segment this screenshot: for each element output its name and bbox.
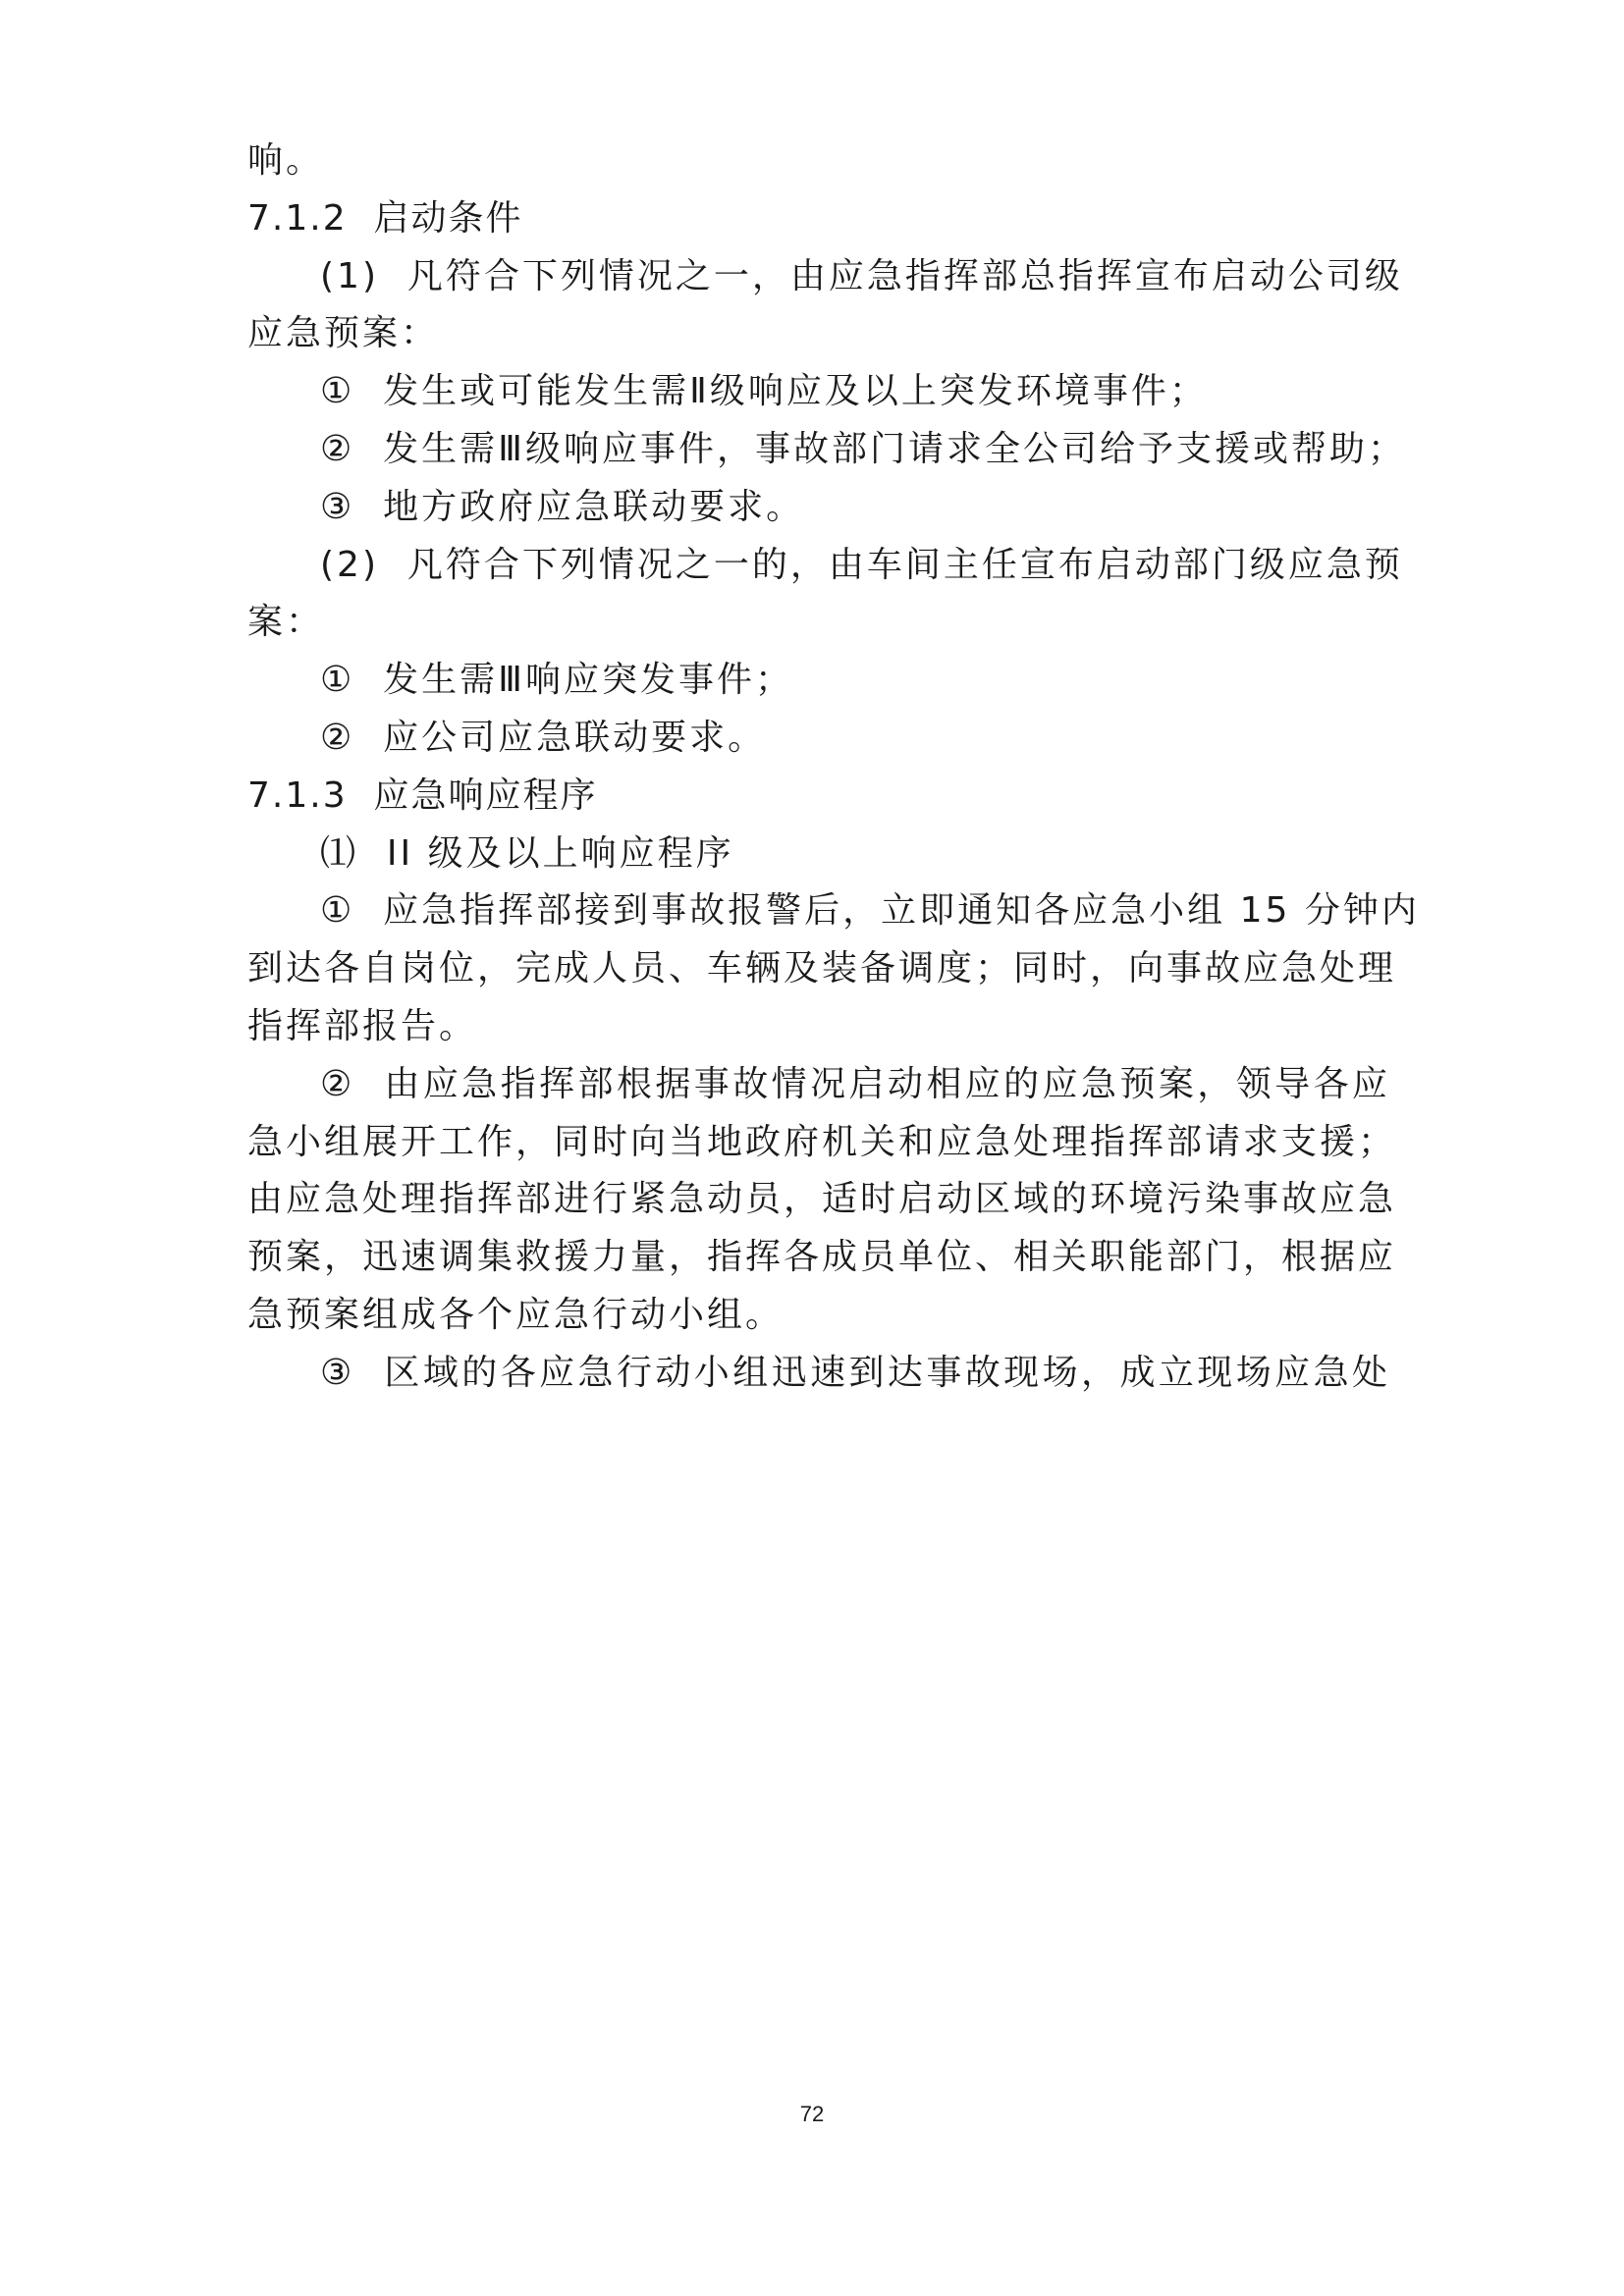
list-item: ② 发生需Ⅲ级响应事件，事故部门请求全公司给予支援或帮助；: [320, 429, 1406, 469]
list-item: ① 发生或可能发生需Ⅱ级响应及以上突发环境事件；: [320, 371, 1208, 411]
list-item: ① 发生需Ⅲ响应突发事件；: [320, 660, 793, 700]
text-line: ② 由应急指挥部根据事故情况启动相应的应急预案，领导各应: [320, 1064, 1390, 1104]
text-line: 响。: [247, 140, 325, 181]
text-line: 应急预案：: [247, 313, 440, 353]
text-line: 由应急处理指挥部进行紧急动员，适时启动区域的环境污染事故应急: [247, 1179, 1397, 1219]
page-number: 72: [799, 2102, 825, 2126]
list-item: ② 应公司应急联动要求。: [320, 718, 767, 758]
text-line: ① 应急指挥部接到事故报警后，立即通知各应急小组 15 分钟内: [320, 890, 1420, 931]
text-line: 案：: [247, 602, 325, 642]
section-heading: 7.1.2 启动条件: [247, 198, 523, 239]
text-line: ③ 区域的各应急行动小组迅速到达事故现场，成立现场应急处: [320, 1353, 1390, 1393]
section-heading: 7.1.3 应急响应程序: [247, 775, 598, 816]
text-line: (1) 凡符合下列情况之一，由应急指挥部总指挥宣布启动公司级: [320, 256, 1403, 296]
text-line: 预案，迅速调集救援力量，指挥各成员单位、相关职能部门，根据应: [247, 1237, 1397, 1277]
text-line: 到达各自岗位，完成人员、车辆及装备调度；同时，向事故应急处理: [247, 948, 1397, 988]
text-line: (2) 凡符合下列情况之一的，由车间主任宣布启动部门级应急预: [320, 545, 1403, 585]
list-item: ③ 地方政府应急联动要求。: [320, 487, 805, 527]
text-line: 急小组展开工作，同时向当地政府机关和应急处理指挥部请求支援；: [247, 1122, 1397, 1162]
text-line: 指挥部报告。: [247, 1006, 478, 1046]
subsection-heading: ⑴ II 级及以上响应程序: [320, 833, 734, 874]
text-line: 急预案组成各个应急行动小组。: [247, 1295, 785, 1335]
